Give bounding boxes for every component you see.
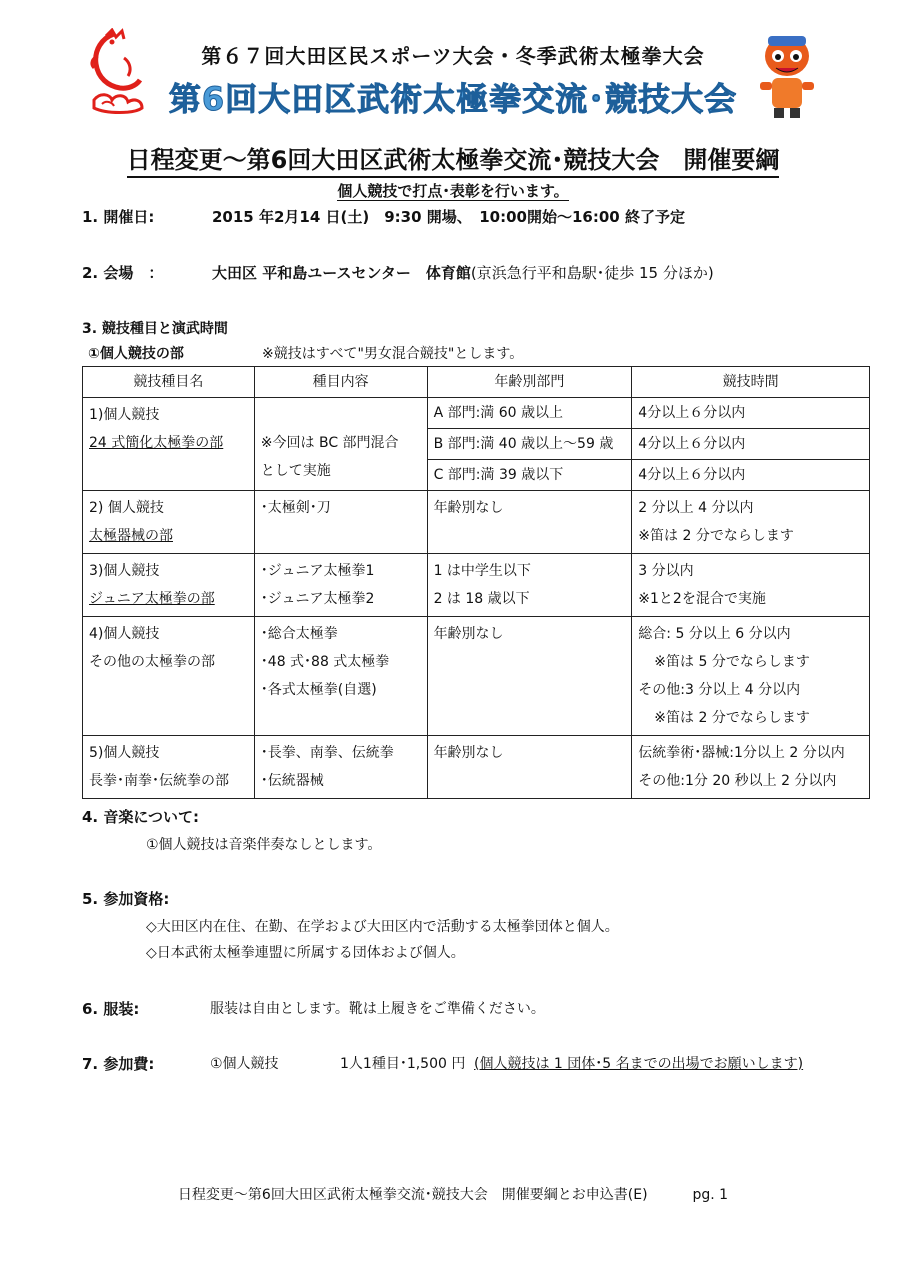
event-series-title: 第６７回大田区民スポーツ大会・冬季武術太極拳大会	[201, 44, 705, 68]
table-row	[83, 554, 870, 617]
time-cell	[632, 491, 870, 554]
event-type: 2) 個人競技	[89, 500, 164, 516]
page-footer	[0, 1184, 906, 1204]
page-title	[0, 140, 906, 175]
mixed-gender-note: ※競技はすべて"男女混合競技"とします。	[262, 346, 524, 362]
fee-amount: 1人1種目･1,500 円	[340, 1056, 466, 1072]
age-division-cell: C 部門:満 39 歳以下	[427, 460, 632, 491]
content-item: ･48 式･88 式太極拳	[260, 654, 390, 670]
time-item: 2 分以上 4 分以内	[638, 500, 754, 516]
age-item: 2 は 18 歳以下	[433, 591, 530, 607]
event-type: 4)個人競技	[89, 626, 160, 642]
time-item: ※笛は 2 分でならします	[654, 710, 810, 726]
events-table	[82, 366, 870, 799]
page-subtitle	[0, 180, 906, 201]
event-content-cell	[254, 398, 427, 491]
time-cell: 4分以上６分以内	[632, 460, 870, 491]
age-item: 1 は中学生以下	[433, 563, 531, 579]
time-item: 総合: 5 分以上 6 分以内	[638, 626, 791, 642]
time-cell	[632, 736, 870, 799]
event-banner-title: 第6回大田区武術太極拳交流･競技大会	[168, 80, 738, 118]
time-cell	[632, 617, 870, 736]
time-item: ※笛は 2 分でならします	[638, 528, 794, 544]
dress-label: 6. 服装:	[82, 1000, 140, 1018]
event-content-cell	[254, 554, 427, 617]
column-header: 年齢別部門	[427, 367, 632, 398]
eligibility-item: ◇大田区内在住、在勤、在学および大田区内で活動する太極拳団体と個人。	[146, 919, 619, 935]
content-note: ※今回は BC 部門混合	[260, 435, 399, 451]
eligibility-heading: 5. 参加資格:	[82, 890, 170, 908]
page-number: pg. 1	[692, 1187, 729, 1203]
venue-name: 大田区 平和島ユースセンター 体育館	[212, 264, 471, 282]
table-row	[83, 491, 870, 554]
content-item: ･伝統器械	[260, 773, 324, 789]
venue	[212, 262, 714, 283]
content-item: ･総合太極拳	[260, 626, 338, 642]
venue-label: 2. 会場 ：	[82, 264, 164, 282]
fee-label: 7. 参加費:	[82, 1055, 155, 1073]
footer-text: 日程変更～第6回大田区武術太極拳交流･競技大会 開催要綱とお申込書(E)	[177, 1187, 648, 1203]
event-name-cell	[83, 617, 255, 736]
page-subtitle-text: 個人競技で打点･表彰を行います。	[337, 182, 569, 200]
column-header: 競技時間	[632, 367, 870, 398]
time-item: その他:3 分以上 4 分以内	[638, 682, 801, 698]
date-text: 2015 年2月14 日(土) 9:30 開場、 10:00開始～16:00 終了予定	[212, 208, 685, 226]
column-header: 競技種目名	[83, 367, 255, 398]
time-cell: 4分以上６分以内	[632, 429, 870, 460]
event-type: 3)個人競技	[89, 563, 160, 579]
event-name-cell	[83, 554, 255, 617]
events-heading: 3. 競技種目と演武時間	[82, 321, 228, 337]
music-text: ①個人競技は音楽伴奏なしとします。	[146, 837, 382, 853]
time-item: その他:1分 20 秒以上 2 分以内	[638, 773, 837, 789]
age-division-cell: 年齢別なし	[427, 736, 632, 799]
content-item: ･各式太極拳(自選)	[260, 682, 377, 698]
content-item: ･長拳、南拳、伝統拳	[260, 745, 394, 761]
age-division-cell: A 部門:満 60 歳以上	[427, 398, 632, 429]
content-item: ･ジュニア太極拳1	[260, 563, 375, 579]
event-type: 5)個人競技	[89, 745, 160, 761]
age-division-cell: 年齢別なし	[427, 491, 632, 554]
event-name-cell	[83, 736, 255, 799]
table-row	[83, 736, 870, 799]
event-title: ジュニア太極拳の部	[89, 591, 215, 607]
time-cell	[632, 554, 870, 617]
individual-section-label: ①個人競技の部	[88, 346, 184, 362]
eligibility-item: ◇日本武術太極拳連盟に所属する団体および個人。	[146, 945, 465, 961]
event-title: 長拳･南拳･伝統拳の部	[89, 773, 229, 789]
date-label: 1. 開催日:	[82, 208, 155, 226]
event-title: 太極器械の部	[89, 528, 173, 544]
time-item: 3 分以内	[638, 563, 694, 579]
column-header: 種目内容	[254, 367, 427, 398]
age-division-cell	[427, 554, 632, 617]
fee-item: ①個人競技	[210, 1056, 279, 1072]
dress-text: 服装は自由とします。靴は上履きをご準備ください。	[210, 1001, 545, 1017]
time-item: 伝統拳術･器械:1分以上 2 分以内	[638, 745, 845, 761]
table-row	[83, 617, 870, 736]
time-item: ※1と2を混合で実施	[638, 591, 766, 607]
age-division-cell: B 部門:満 40 歳以上～59 歳	[427, 429, 632, 460]
age-division-cell: 年齢別なし	[427, 617, 632, 736]
event-content-cell	[254, 736, 427, 799]
event-title: 24 式簡化太極拳の部	[89, 435, 224, 451]
fee-note: (個人競技は 1 団体･5 名までの出場でお願いします)	[474, 1056, 804, 1072]
event-name-cell	[83, 491, 255, 554]
music-heading: 4. 音楽について:	[82, 808, 200, 826]
page-title-text: 日程変更～第6回大田区武術太極拳交流･競技大会 開催要綱	[127, 146, 780, 178]
content-note: として実施	[260, 463, 331, 479]
content-item: ･太極剣･刀	[260, 500, 331, 516]
event-title: その他の太極拳の部	[89, 654, 215, 670]
event-content-cell	[254, 617, 427, 736]
content-item: ･ジュニア太極拳2	[260, 591, 375, 607]
table-header-row	[83, 367, 870, 398]
table-row	[83, 398, 870, 429]
time-cell: 4分以上６分以内	[632, 398, 870, 429]
event-name-cell	[83, 398, 255, 491]
event-content-cell	[254, 491, 427, 554]
event-type: 1)個人競技	[89, 407, 160, 423]
time-item: ※笛は 5 分でならします	[654, 654, 810, 670]
venue-access: (京浜急行平和島駅･徒歩 15 分ほか)	[470, 264, 714, 282]
